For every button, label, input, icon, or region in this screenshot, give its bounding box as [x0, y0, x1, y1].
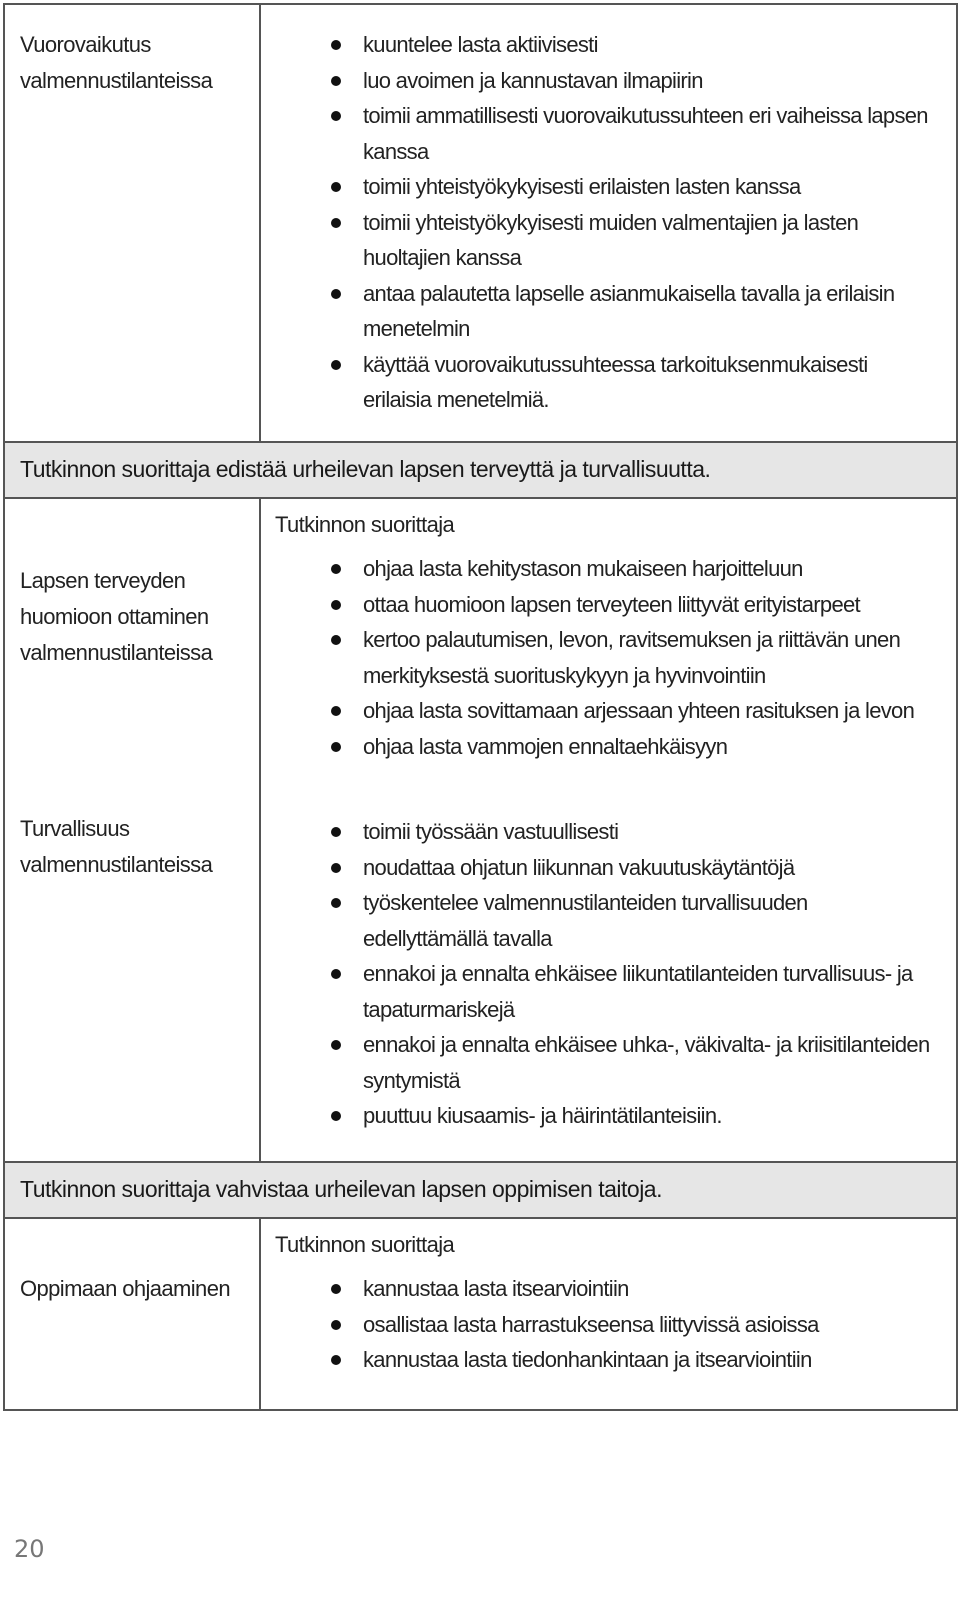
list-item: ennakoi ja ennalta ehkäisee uhka-, väkivalta- ja kriisitilanteiden syntymistä: [261, 1027, 956, 1098]
label-vuorovaikutus: [5, 5, 261, 441]
list-item: ennakoi ja ennalta ehkäisee liikuntatilanteiden turvallisuus- ja tapaturmariskejä: [261, 956, 956, 1027]
bullet-list: [261, 27, 956, 418]
label-line: Vuorovaikutus: [20, 32, 151, 57]
list-item: kuuntelee lasta aktiivisesti: [261, 27, 956, 63]
list-item: puuttuu kiusaamis- ja häirintätilanteisiin.: [261, 1098, 956, 1134]
criteria-learning: [261, 1219, 956, 1409]
list-item: noudattaa ohjatun liikunnan vakuutuskäytäntöjä: [261, 850, 956, 886]
label-safety: [20, 811, 212, 883]
list-item: ottaa huomioon lapsen terveyteen liittyvät erityistarpeet: [261, 587, 956, 623]
row-vuorovaikutus: [5, 5, 956, 441]
list-item: ohjaa lasta sovittamaan arjessaan yhteen rasituksen ja levon: [261, 693, 956, 729]
label-line: huomioon ottaminen: [20, 604, 209, 629]
bullet-list-safety: [261, 814, 956, 1134]
competence-table: [3, 3, 958, 1411]
labels-health-safety: [5, 499, 261, 1161]
criteria-health-safety: [261, 499, 956, 1161]
label-line: Oppimaan ohjaaminen: [20, 1276, 230, 1301]
label-health: [20, 563, 212, 671]
list-item: toimii työssään vastuullisesti: [261, 814, 956, 850]
list-item: toimii yhteistyökykyisesti erilaisten lasten kanssa: [261, 169, 956, 205]
label-line: valmennustilanteissa: [20, 68, 213, 93]
bullet-list-health: [261, 551, 956, 764]
subhead: Tutkinnon suorittaja: [275, 1232, 455, 1257]
list-item: kertoo palautumisen, levon, ravitsemuksen ja riittävän unen merkityksestä suorituskykyyn ja hyvinvointiin: [261, 622, 956, 693]
page-number: 20: [14, 1535, 45, 1563]
list-item: ohjaa lasta vammojen ennaltaehkäisyyn: [261, 729, 956, 765]
label-line: Lapsen terveyden: [20, 568, 186, 593]
bullet-list-learning: [261, 1271, 956, 1378]
list-item: ohjaa lasta kehitystason mukaiseen harjoitteluun: [261, 551, 956, 587]
list-item: työskentelee valmennustilanteiden turvallisuuden edellyttämällä tavalla: [261, 885, 956, 956]
list-item: toimii ammatillisesti vuorovaikutussuhteen eri vaiheissa lapsen kanssa: [261, 98, 956, 169]
list-item: käyttää vuorovaikutussuhteessa tarkoituksenmukaisesti erilaisia menetelmiä.: [261, 347, 956, 418]
list-item: toimii yhteistyökykyisesti muiden valmentajien ja lasten huoltajien kanssa: [261, 205, 956, 276]
list-item: kannustaa lasta tiedonhankintaan ja itsearviointiin: [261, 1342, 956, 1378]
label-line: valmennustilanteissa: [20, 852, 213, 877]
subhead: Tutkinnon suorittaja: [275, 512, 455, 537]
row-learning: [5, 1219, 956, 1409]
list-item: antaa palautetta lapselle asianmukaisella tavalla ja erilaisin menetelmin: [261, 276, 956, 347]
list-item: kannustaa lasta itsearviointiin: [261, 1271, 956, 1307]
label-line: Turvallisuus: [20, 816, 130, 841]
section-heading-health-safety: Tutkinnon suorittaja edistää urheilevan lapsen terveyttä ja turvallisuutta.: [5, 441, 956, 499]
row-health-safety: [5, 499, 956, 1161]
label-learning: [5, 1219, 261, 1409]
list-item: luo avoimen ja kannustavan ilmapiirin: [261, 63, 956, 99]
criteria-vuorovaikutus: [261, 5, 956, 441]
section-heading-learning: Tutkinnon suorittaja vahvistaa urheilevan lapsen oppimisen taitoja.: [5, 1161, 956, 1219]
list-item: osallistaa lasta harrastukseensa liittyvissä asioissa: [261, 1307, 956, 1343]
label-line: valmennustilanteissa: [20, 640, 213, 665]
